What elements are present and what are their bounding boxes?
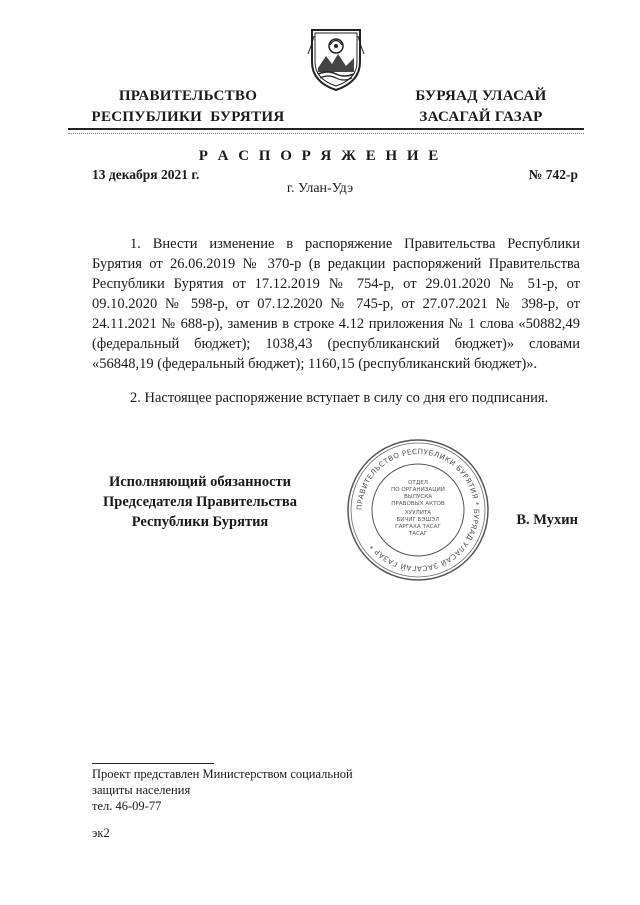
signatory-position-line-3: Республики Бурятия (131, 514, 269, 530)
signatory-position-line-1: Исполняющий обязанности (108, 474, 292, 490)
document-number: № 742-р (528, 167, 578, 182)
official-seal (346, 438, 490, 582)
paragraph-2 (92, 388, 580, 408)
header-left-line-2: РЕСПУБЛИКИ БУРЯТИЯ (91, 109, 285, 125)
header-right (396, 86, 566, 128)
header-right-line-1: БУРЯАД УЛАСАЙ (415, 88, 547, 104)
seal-ring-text: ПРАВИТЕЛЬСТВО РЕСПУБЛИКИ БУРЯТИЯ * БУРЯАД УЛАСАЙ ЗАСАГАЙ ГАЗАР * (354, 446, 482, 574)
seal-center-line-1: ОТДЕЛ (408, 480, 428, 486)
header-divider-dotted (68, 133, 584, 134)
header-left (88, 86, 288, 128)
signatory-position-line-2: Председателя Правительства (103, 494, 297, 510)
seal-center-line-8: ТАСАГ (408, 531, 428, 537)
header-divider (68, 128, 584, 130)
seal-center-line-2: ПО ОРГАНИЗАЦИИ (391, 487, 445, 493)
paragraph-2-text: 2. Настоящее распоряжение вступает в силу со дня его подписания. (130, 390, 549, 406)
seal-center-line-3: ВЫПУСКА (403, 494, 433, 500)
seal-center-line-5: ХУУЛИТА (404, 510, 432, 516)
signatory-position (72, 472, 328, 532)
coat-of-arms-icon (304, 24, 368, 92)
document-date: 13 декабря 2021 г. (92, 167, 200, 182)
document-code: эк2 (92, 826, 110, 840)
document-city: г. Улан-Удэ (286, 181, 354, 196)
paragraph-1 (92, 234, 580, 374)
footnote-divider (92, 763, 214, 764)
footnote-line-3: тел. 46-09-77 (92, 799, 162, 813)
header-left-line-1: ПРАВИТЕЛЬСТВО (118, 88, 258, 104)
seal-center-line-6: БИЧИГ БЭШЭЛ (396, 517, 440, 523)
footnote-line-2: защиты населения (92, 783, 191, 797)
paragraph-1-text: 1. Внести изменение в распоряжение Правительства Республики Бурятия от 26.06.2019 № 370-р (в редакции распоряжений Правительства Республики Бурятия от 17.12.2019 № 754-р, от 29.01.2020 № 51-р, от 09.10.2020 № 598-р, от 07.12.2020 № 745-р, от 27.07.2021 № 398-р, от 24.11.2021 № 688-р), заменив в строке 4.12 приложения № 1 слова «50882,49 (федеральный бюджет); 1038,43 (республиканский бюджет)» словами «56848,19 (федеральный бюджет); 1160,15 (республиканский бюджет)». (92, 236, 580, 372)
header-right-line-2: ЗАСАГАЙ ГАЗАР (419, 109, 543, 125)
seal-center-line-7: ГАРГАХА ТАСАГ (395, 524, 441, 530)
footnote (92, 766, 412, 814)
signatory-name: В. Мухин (516, 512, 578, 528)
seal-center-line-4: ПРАВОВЫХ АКТОВ (391, 501, 445, 507)
document-title: Р А С П О Р Я Ж Е Н И Е (198, 148, 442, 164)
footnote-line-1: Проект представлен Министерством социальной (92, 767, 353, 781)
